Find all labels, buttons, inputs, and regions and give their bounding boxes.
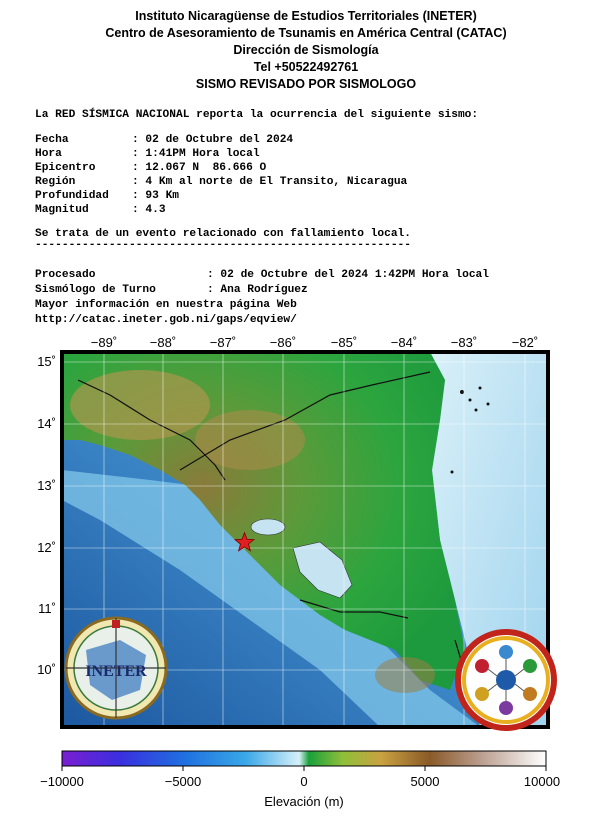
lon-label: −83˚ — [450, 335, 478, 350]
colorbar-ticks — [62, 766, 546, 771]
elevation-colorbar — [62, 751, 546, 766]
field-value: : 4 Km al norte de El Transito, Nicaragua — [132, 176, 408, 188]
costa-rica-highlands — [375, 657, 435, 693]
island — [475, 409, 478, 412]
field-label: Epicentro — [35, 162, 96, 174]
ineter-logo — [66, 618, 166, 718]
lon-label: −89˚ — [90, 335, 118, 350]
lon-label: −82˚ — [511, 335, 539, 350]
lon-label: −85˚ — [330, 335, 358, 350]
lat-label: 11˚ — [38, 601, 56, 616]
field-value: : 02 de Octubre del 2024 1:42PM Hora local — [207, 269, 489, 281]
field-label: Región — [35, 176, 76, 188]
direction-name: Dirección de Sismología — [233, 43, 379, 57]
report-intro: La RED SÍSMICA NACIONAL reporta la ocurrencia del siguiente sismo: — [35, 109, 479, 121]
island — [479, 387, 482, 390]
colorbar-tick-label: 0 — [300, 774, 308, 789]
separator-line: -------------------------------------------------------- — [35, 239, 411, 251]
lon-label: −88˚ — [149, 335, 177, 350]
lat-label: 10˚ — [37, 662, 56, 677]
catac-logo — [458, 632, 554, 728]
web-url[interactable]: http://catac.ineter.gob.ni/gaps/eqview/ — [35, 314, 297, 326]
lon-label: −87˚ — [209, 335, 237, 350]
institute-name: Instituto Nicaragüense de Estudios Territoriales (INETER) — [135, 9, 477, 23]
field-label: Procesado — [35, 269, 96, 281]
lake-managua — [251, 519, 285, 535]
island — [487, 403, 490, 406]
lat-label: 13˚ — [37, 478, 56, 493]
lon-label: −86˚ — [269, 335, 297, 350]
lon-label: −84˚ — [390, 335, 418, 350]
center-name: Centro de Asesoramiento de Tsunamis en América Central (CATAC) — [105, 26, 507, 40]
lat-label: 12˚ — [37, 540, 56, 555]
lat-label: 15˚ — [37, 354, 56, 369]
colorbar-tick-label: 10000 — [523, 774, 561, 789]
field-label: Sismólogo de Turno — [35, 284, 156, 296]
colorbar-label: Elevación (m) — [264, 794, 344, 809]
honduras-highlands — [70, 370, 210, 440]
island — [451, 471, 454, 474]
review-status: SISMO REVISADO POR SISMOLOGO — [195, 77, 417, 91]
logo-text: INETER — [85, 663, 147, 680]
lat-label: 14˚ — [37, 416, 56, 431]
fault-note: Se trata de un evento relacionado con fallamiento local. — [35, 228, 411, 240]
field-value: : 93 Km — [132, 190, 179, 202]
colorbar-tick-label: −10000 — [40, 774, 84, 789]
colorbar-tick-label: 5000 — [410, 774, 440, 789]
island — [460, 390, 464, 394]
field-label: Hora — [35, 148, 62, 160]
field-value: : 12.067 N 86.666 O — [132, 162, 267, 174]
field-value: : 1:41PM Hora local — [132, 148, 260, 160]
colorbar-tick-label: −5000 — [164, 774, 202, 789]
field-label: Profundidad — [35, 190, 109, 202]
field-value: : 02 de Octubre del 2024 — [132, 134, 294, 146]
phone: Tel +50522492761 — [253, 60, 359, 74]
field-label: Magnitud — [35, 204, 89, 216]
island — [469, 399, 472, 402]
field-value: : 4.3 — [132, 204, 166, 216]
more-info: Mayor información en nuestra página Web — [35, 299, 297, 311]
field-label: Fecha — [35, 134, 69, 146]
field-value: : Ana Rodríguez — [207, 284, 308, 296]
